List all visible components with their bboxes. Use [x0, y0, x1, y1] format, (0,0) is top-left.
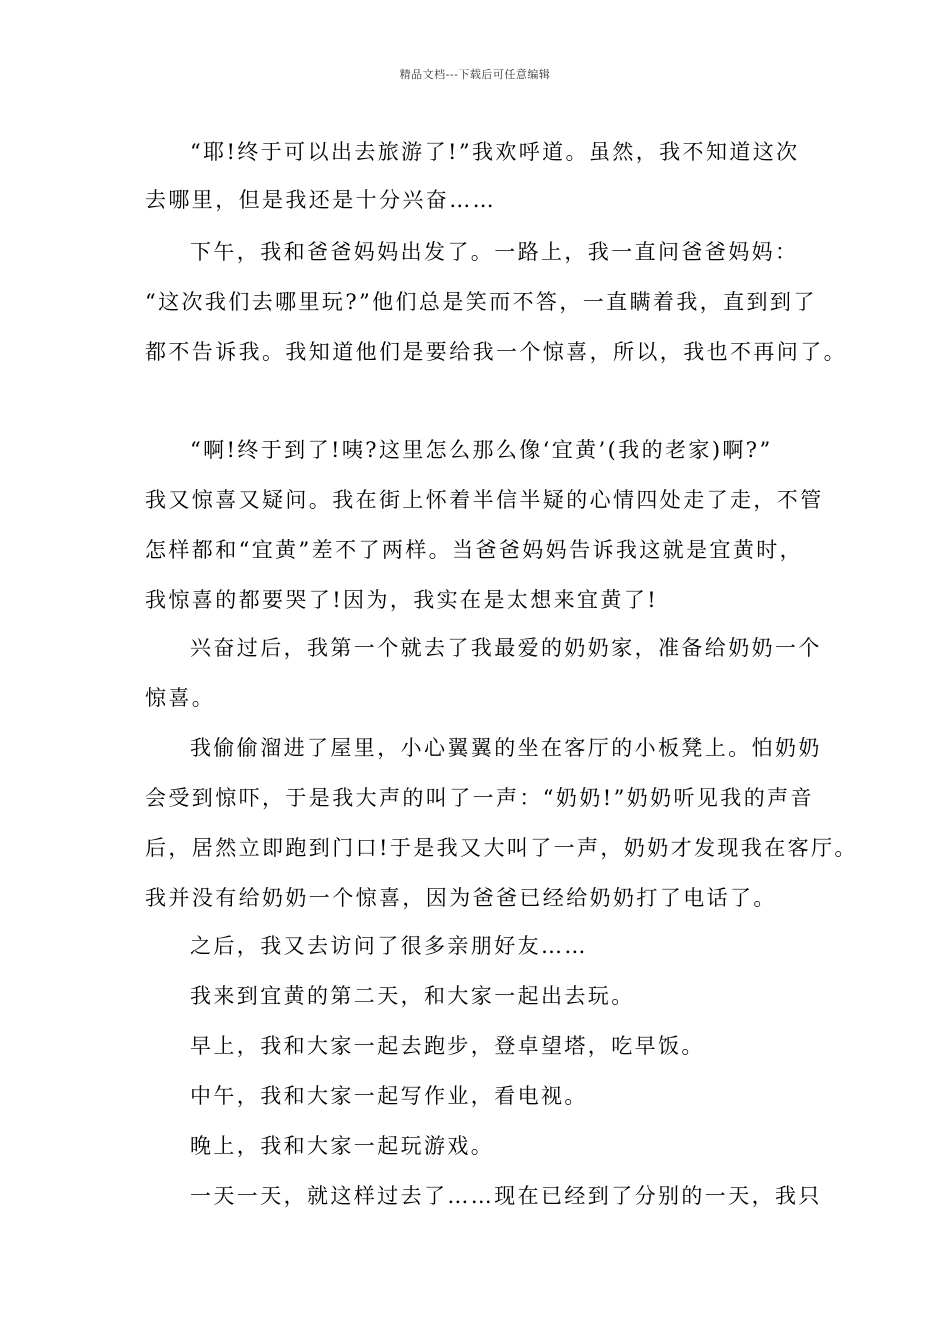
text-line: 我并没有给奶奶一个惊喜，因为爸爸已经给奶奶打了电话了。: [145, 886, 777, 910]
text-line: 早上，我和大家一起去跑步，登卓望塔，吃早饭。: [190, 1034, 705, 1058]
text-line: 惊喜。: [145, 686, 216, 710]
text-line: 怎样都和“宜黄”差不了两样。当爸爸妈妈告诉我这就是宜黄时，: [145, 538, 804, 562]
text-line: 我来到宜黄的第二天，和大家一起出去玩。: [190, 984, 635, 1008]
text-line: “啊!终于到了!咦?这里怎么那么像‘宜黄’(我的老家)啊?”: [190, 438, 773, 462]
text-line: 我惊喜的都要哭了!因为，我实在是太想来宜黄了!: [145, 588, 659, 612]
text-line: 下午，我和爸爸妈妈出发了。一路上，我一直问爸爸妈妈：: [190, 240, 799, 264]
text-line: 中午，我和大家一起写作业，看电视。: [190, 1084, 588, 1108]
text-line: 之后，我又去访问了很多亲朋好友……: [190, 934, 588, 958]
text-line: 都不告诉我。我知道他们是要给我一个惊喜，所以，我也不再问了。: [145, 340, 847, 364]
text-line: 晚上，我和大家一起玩游戏。: [190, 1134, 495, 1158]
text-line: 去哪里，但是我还是十分兴奋……: [145, 188, 496, 212]
text-line: 我偷偷溜进了屋里，小心翼翼的坐在客厅的小板凳上。怕奶奶: [190, 736, 822, 760]
page-header: 精品文档---下载后可任意编辑: [399, 68, 551, 81]
text-line: “这次我们去哪里玩?”他们总是笑而不答，一直瞒着我，直到到了: [145, 290, 817, 314]
text-line: 会受到惊吓，于是我大声的叫了一声：“奶奶!”奶奶听见我的声音: [145, 786, 814, 810]
text-line: 兴奋过后，我第一个就去了我最爱的奶奶家，准备给奶奶一个: [190, 636, 822, 660]
text-line: 我又惊喜又疑问。我在街上怀着半信半疑的心情四处走了走，不管: [145, 488, 824, 512]
text-line: 后，居然立即跑到门口!于是我又大叫了一声，奶奶才发现我在客厅。: [145, 836, 858, 860]
text-line: 一天一天，就这样过去了……现在已经到了分别的一天，我只: [190, 1184, 822, 1208]
text-line: “耶!终于可以出去旅游了!”我欢呼道。虽然，我不知道这次: [190, 140, 800, 164]
